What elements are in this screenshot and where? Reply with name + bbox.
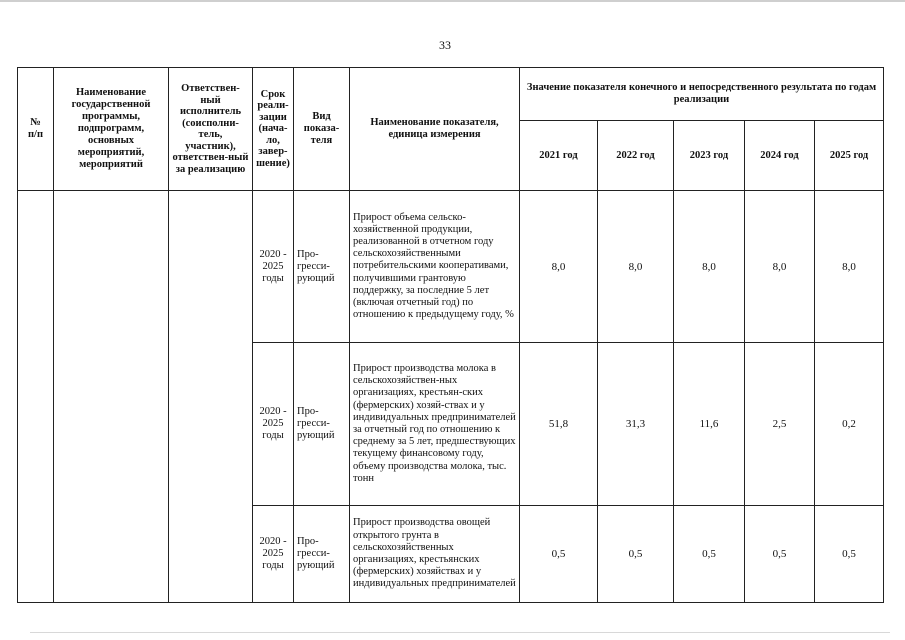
header-year-2024: 2024 год bbox=[745, 121, 815, 191]
cell-value-2025: 8,0 bbox=[815, 191, 884, 343]
cell-value-2023: 8,0 bbox=[674, 191, 745, 343]
cell-executor bbox=[169, 191, 253, 603]
cell-period: 2020 - 2025 годы bbox=[253, 191, 294, 343]
indicators-table bbox=[17, 67, 884, 603]
cell-kind: Про-гресси-рующий bbox=[294, 506, 350, 603]
cell-kind: Про-гресси-рующий bbox=[294, 343, 350, 506]
cell-kind: Про-гресси-рующий bbox=[294, 191, 350, 343]
cell-value-2025: 0,2 bbox=[815, 343, 884, 506]
table-row bbox=[18, 191, 884, 343]
page-number: 33 bbox=[439, 38, 451, 52]
cell-period: 2020 - 2025 годы bbox=[253, 343, 294, 506]
cell-value-2021: 8,0 bbox=[520, 191, 598, 343]
cell-value-2023: 0,5 bbox=[674, 506, 745, 603]
header-program: Наименование государственной программы, подпрограмм, основных мероприятий, мероприятий bbox=[54, 68, 169, 191]
header-year-2022: 2022 год bbox=[598, 121, 674, 191]
cell-value-2024: 2,5 bbox=[745, 343, 815, 506]
cell-period: 2020 - 2025 годы bbox=[253, 506, 294, 603]
cell-num bbox=[18, 191, 54, 603]
cell-value-2024: 0,5 bbox=[745, 506, 815, 603]
cell-value-2022: 31,3 bbox=[598, 343, 674, 506]
header-values-group: Значение показателя конечного и непосредственного результата по годам реализации bbox=[520, 68, 884, 121]
cell-indicator: Прирост производства молока в сельскохозяйствен-ных организациях, крестьян-ских (фермерских) хозяй-ствах и у индивидуальных предпринимателей за отчетный год по отношению к среднему за 5 лет, предшествующих текущему финансовому году, объему производства молока, тыс. тонн bbox=[350, 343, 520, 506]
header-num: № п/п bbox=[18, 68, 54, 191]
cell-indicator: Прирост объема сельско-хозяйственной продукции, реализованной в отчетном году сельскохозяйственными потребительскими кооперативами, получившими грантовую поддержку, за последние 5 лет (включая отчетный год) по отношению к предыдущему году, % bbox=[350, 191, 520, 343]
cell-value-2024: 8,0 bbox=[745, 191, 815, 343]
header-year-2023: 2023 год bbox=[674, 121, 745, 191]
cell-value-2022: 8,0 bbox=[598, 191, 674, 343]
cell-value-2023: 11,6 bbox=[674, 343, 745, 506]
cell-program bbox=[54, 191, 169, 603]
scan-edge-bottom bbox=[30, 632, 890, 633]
cell-value-2025: 0,5 bbox=[815, 506, 884, 603]
scan-edge-top bbox=[0, 0, 905, 2]
header-year-2025: 2025 год bbox=[815, 121, 884, 191]
header-period: Срок реали-зации (нача-ло, завер-шение) bbox=[253, 68, 294, 191]
cell-value-2022: 0,5 bbox=[598, 506, 674, 603]
header-year-2021: 2021 год bbox=[520, 121, 598, 191]
cell-value-2021: 51,8 bbox=[520, 343, 598, 506]
header-executor: Ответствен-ный исполнитель (соисполни-тель, участник), ответствен-ный за реализацию bbox=[169, 68, 253, 191]
cell-value-2021: 0,5 bbox=[520, 506, 598, 603]
cell-indicator: Прирост производства овощей открытого грунта в сельскохозяйственных организациях, крестьянских (фермерских) хозяйствах и у индивидуальных предпринимателей bbox=[350, 506, 520, 603]
header-kind: Вид показа-теля bbox=[294, 68, 350, 191]
header-indicator: Наименование показателя, единица измерения bbox=[350, 68, 520, 191]
